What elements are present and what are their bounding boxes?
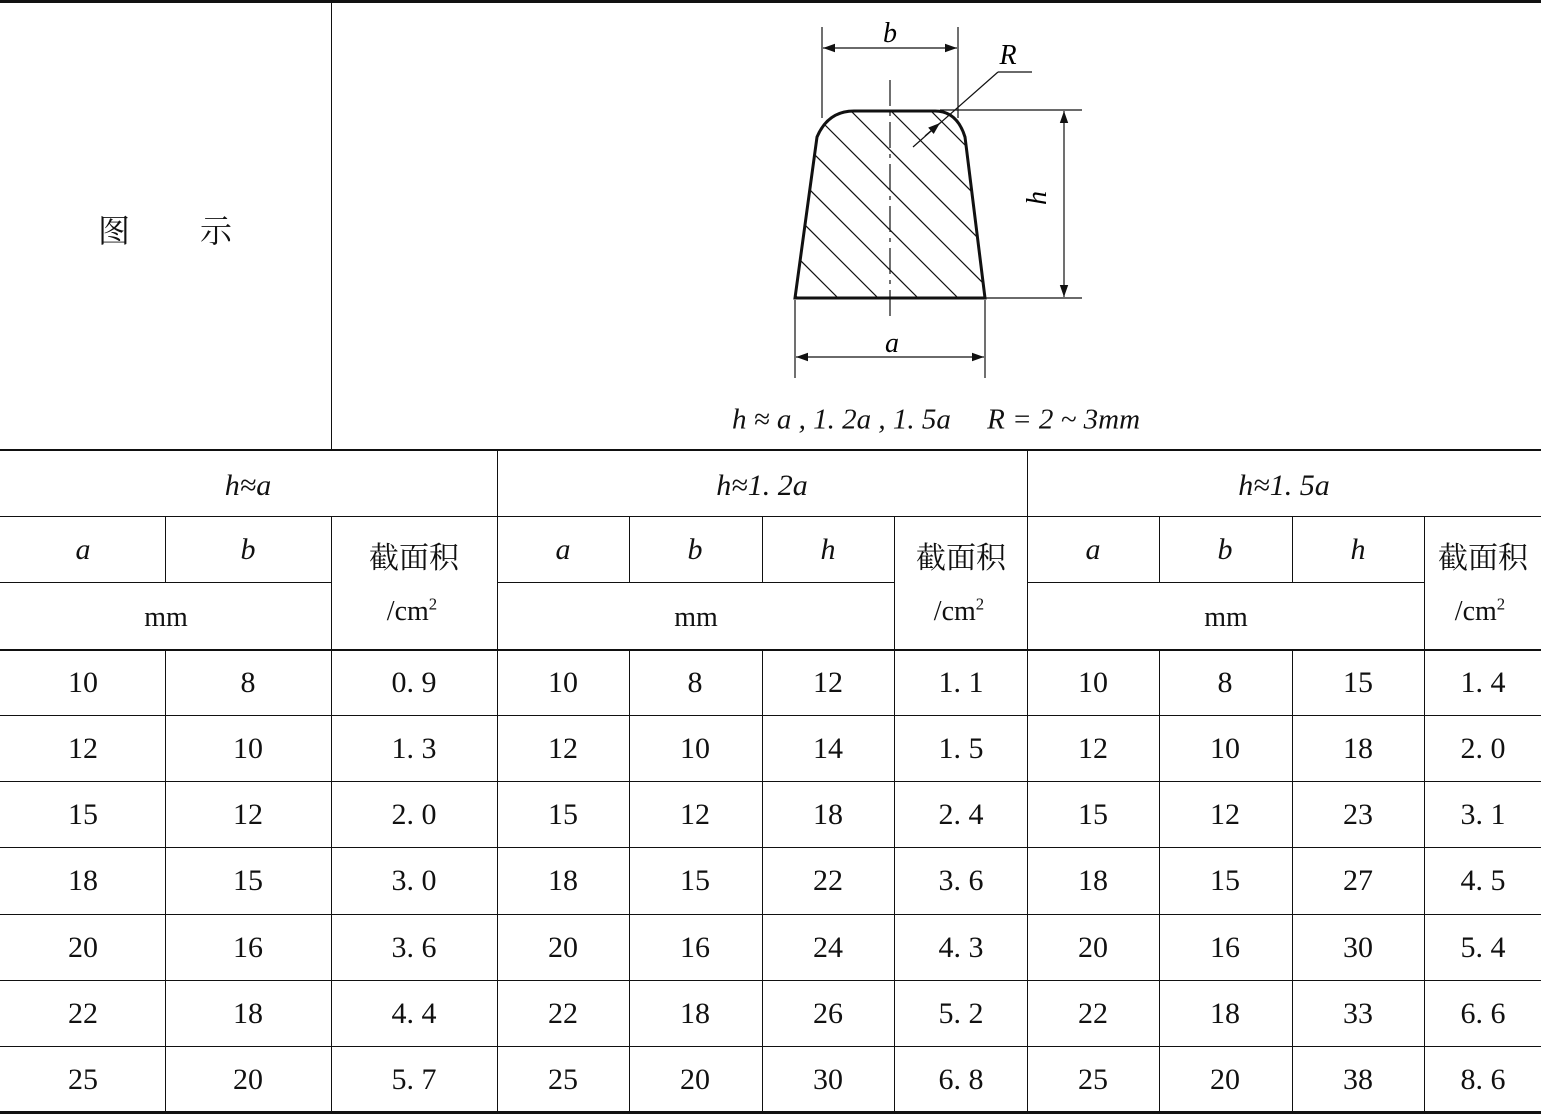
rule-sym-bottom (497, 582, 895, 583)
table-cell: 12 (813, 666, 843, 699)
table-cell: 10 (548, 666, 578, 699)
table-cell: 5. 2 (938, 997, 984, 1030)
table-cell: 15 (680, 864, 710, 897)
rule-sym-bottom (1027, 582, 1425, 583)
table-cell: 8 (687, 666, 703, 699)
rule-row (0, 847, 1541, 848)
radius-label: R (999, 40, 1017, 71)
table-cell: 12 (548, 732, 578, 765)
table-cell: 2. 0 (391, 798, 437, 831)
table-cell: 20 (548, 931, 578, 964)
table-cell: 1. 3 (391, 732, 437, 765)
column-header: b (687, 533, 703, 566)
table-cell: 20 (68, 931, 98, 964)
cross-section-diagram (760, 10, 1100, 385)
column-header: b (1217, 533, 1233, 566)
rule-row (0, 715, 1541, 716)
table-cell: 12 (1078, 732, 1108, 765)
table-cell: 20 (233, 1063, 263, 1096)
rule-col (1424, 517, 1425, 1112)
table-cell: 15 (233, 864, 263, 897)
table-cell: 15 (1343, 666, 1373, 699)
rule-col (1292, 517, 1293, 583)
unit-header: mm (674, 602, 718, 633)
rule-bottom (0, 1111, 1541, 1114)
table-cell: 33 (1343, 997, 1373, 1030)
rule-group-divider (497, 450, 498, 1112)
area-unit: $/cm^2$ (1454, 594, 1506, 627)
table-cell: 18 (548, 864, 578, 897)
unit-header: mm (1204, 602, 1248, 633)
table-cell: 20 (680, 1063, 710, 1096)
table-cell: 15 (68, 798, 98, 831)
table-cell: 1. 5 (938, 732, 984, 765)
table-cell: 8 (240, 666, 256, 699)
table-cell: 38 (1343, 1063, 1373, 1096)
rule-col (629, 650, 630, 1112)
table-cell: 18 (68, 864, 98, 897)
table-cell: 6. 6 (1460, 997, 1506, 1030)
table-cell: 16 (680, 931, 710, 964)
rule-header-divider (331, 0, 332, 450)
column-header: a (1085, 533, 1101, 566)
table-cell: 18 (680, 997, 710, 1030)
rule-sym-bottom (0, 582, 332, 583)
group-header: h≈a (224, 469, 272, 502)
table-cell: 10 (680, 732, 710, 765)
table-cell: 27 (1343, 864, 1373, 897)
figure-label: 图 示 (97, 212, 235, 250)
rule-row (0, 781, 1541, 782)
table-cell: 22 (548, 997, 578, 1030)
table-cell: 15 (1078, 798, 1108, 831)
table-cell: 2. 4 (938, 798, 984, 831)
table-cell: 18 (813, 798, 843, 831)
column-header: a (75, 533, 91, 566)
table-cell: 4. 3 (938, 931, 984, 964)
table-cell: 3. 6 (391, 931, 437, 964)
table-cell: 22 (813, 864, 843, 897)
table-cell: 18 (1210, 997, 1240, 1030)
dim-a-label: a (885, 328, 899, 359)
table-cell: 16 (233, 931, 263, 964)
rule-row (0, 1046, 1541, 1047)
table-cell: 26 (813, 997, 843, 1030)
table-cell: 1. 1 (938, 666, 984, 699)
dim-h-label: h (1022, 191, 1053, 205)
rule-col (1159, 517, 1160, 583)
table-cell: 23 (1343, 798, 1373, 831)
table-cell: 22 (1078, 997, 1108, 1030)
table-cell: 20 (1078, 931, 1108, 964)
rule-unit-bottom (0, 649, 1541, 651)
table-cell: 10 (1210, 732, 1240, 765)
area-unit: $/cm^2$ (933, 594, 985, 627)
table-cell: 3. 1 (1460, 798, 1506, 831)
column-header: a (555, 533, 571, 566)
table-cell: 30 (813, 1063, 843, 1096)
area-header: 截面积 (369, 541, 459, 576)
area-header: 截面积 (916, 541, 1006, 576)
group-header: h≈1. 2a (716, 469, 808, 502)
rule-row (0, 980, 1541, 981)
table-cell: 22 (68, 997, 98, 1030)
rule-col (165, 650, 166, 1112)
group-header: h≈1. 5a (1238, 469, 1330, 502)
rule-col (1159, 650, 1160, 1112)
table-cell: 4. 5 (1460, 864, 1506, 897)
formula-note: h ≈ a , 1. 2a , 1. 5a R = 2 ~ 3mm (731, 403, 1141, 436)
table-cell: 5. 7 (391, 1063, 437, 1096)
table-cell: 12 (68, 732, 98, 765)
area-unit: $/cm^2$ (386, 594, 438, 627)
table-cell: 10 (233, 732, 263, 765)
table-cell: 2. 0 (1460, 732, 1506, 765)
table-cell: 5. 4 (1460, 931, 1506, 964)
table-cell: 1. 4 (1460, 666, 1506, 699)
area-header: 截面积 (1438, 541, 1528, 576)
rule-col (165, 517, 166, 583)
column-header: b (240, 533, 256, 566)
table-cell: 0. 9 (391, 666, 437, 699)
table-cell: 10 (68, 666, 98, 699)
rule-top (0, 0, 1541, 3)
column-header: h (820, 533, 836, 566)
rule-col (762, 517, 763, 583)
table-cell: 10 (1078, 666, 1108, 699)
table-cell: 6. 8 (938, 1063, 984, 1096)
table-cell: 18 (1078, 864, 1108, 897)
table-cell: 24 (813, 931, 843, 964)
rule-group-divider (1027, 450, 1028, 1112)
rule-col (1292, 650, 1293, 1112)
rule-col (331, 517, 332, 1112)
table-cell: 25 (68, 1063, 98, 1096)
dim-b-label: b (883, 18, 897, 49)
table-cell: 8. 6 (1460, 1063, 1506, 1096)
table-cell: 18 (233, 997, 263, 1030)
table-cell: 20 (1210, 1063, 1240, 1096)
rule-row (0, 914, 1541, 915)
table-cell: 18 (1343, 732, 1373, 765)
table-cell: 14 (813, 732, 843, 765)
table-cell: 4. 4 (391, 997, 437, 1030)
table-cell: 3. 0 (391, 864, 437, 897)
table-cell: 15 (1210, 864, 1240, 897)
rule-group-bottom (0, 516, 1541, 517)
table-cell: 25 (1078, 1063, 1108, 1096)
table-cell: 30 (1343, 931, 1373, 964)
unit-header: mm (144, 602, 188, 633)
table-cell: 12 (233, 798, 263, 831)
table-cell: 15 (548, 798, 578, 831)
rule-col (762, 650, 763, 1112)
rule-header-bottom (0, 449, 1541, 451)
table-cell: 8 (1217, 666, 1233, 699)
table-cell: 25 (548, 1063, 578, 1096)
table-cell: 12 (1210, 798, 1240, 831)
table-cell: 16 (1210, 931, 1240, 964)
rule-col (629, 517, 630, 583)
rule-col (894, 517, 895, 1112)
column-header: h (1350, 533, 1366, 566)
table-cell: 12 (680, 798, 710, 831)
table-cell: 3. 6 (938, 864, 984, 897)
